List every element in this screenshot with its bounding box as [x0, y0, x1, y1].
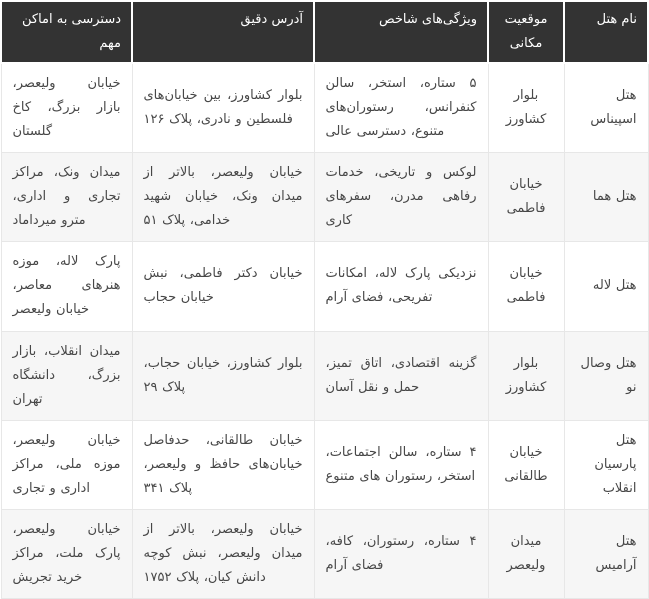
cell-access: پارک لاله، موزه هنرهای معاصر، خیابان ولیعصر — [1, 242, 132, 331]
cell-access: میدان ونک، مراکز تجاری و اداری، مترو میرداماد — [1, 153, 132, 242]
cell-address: خیابان ولیعصر، بالاتر از میدان ونک، خیابان شهید خدامی، پلاک ۵۱ — [132, 153, 314, 242]
cell-location: خیابان فاطمی — [488, 153, 564, 242]
cell-name: هتل وصال نو — [564, 331, 648, 420]
hotel-row-3 — [1, 242, 648, 331]
cell-features: نزدیکی پارک لاله، امکانات تفریحی، فضای آرام — [314, 242, 488, 331]
cell-access: خیابان ولیعصر، موزه ملی، مراکز اداری و تجاری — [1, 420, 132, 509]
cell-location: میدان ولیعصر — [488, 509, 564, 598]
header-row — [1, 1, 648, 63]
column-header-name: نام هتل — [564, 1, 648, 63]
column-header-access: دسترسی به اماکن مهم — [1, 1, 132, 63]
cell-access: میدان انقلاب، بازار بزرگ، دانشگاه تهران — [1, 331, 132, 420]
cell-name: هتل اسپیناس — [564, 63, 648, 153]
cell-features: ۵ ستاره، استخر، سالن کنفرانس، رستوران‌های متنوع، دسترسی عالی — [314, 63, 488, 153]
cell-features: گزینه اقتصادی، اتاق تمیز، حمل و نقل آسان — [314, 331, 488, 420]
cell-features: ۴ ستاره، سالن اجتماعات، استخر، رستوران های متنوع — [314, 420, 488, 509]
cell-features: لوکس و تاریخی، خدمات رفاهی مدرن، سفرهای کاری — [314, 153, 488, 242]
cell-name: هتل هما — [564, 153, 648, 242]
hotel-row-4 — [1, 331, 648, 420]
cell-location: بلوار کشاورز — [488, 63, 564, 153]
cell-address: خیابان طالقانی، حدفاصل خیابان‌های حافظ و ولیعصر، پلاک ۳۴۱ — [132, 420, 314, 509]
cell-features: ۴ ستاره، رستوران، کافه، فضای آرام — [314, 509, 488, 598]
cell-location: خیابان فاطمی — [488, 242, 564, 331]
cell-name: هتل لاله — [564, 242, 648, 331]
hotel-row-5 — [1, 420, 648, 509]
cell-address: بلوار کشاورز، بین خیابان‌های فلسطین و نادری، پلاک ۱۲۶ — [132, 63, 314, 153]
cell-access: خیابان ولیعصر، بازار بزرگ، کاخ گلستان — [1, 63, 132, 153]
cell-access: خیابان ولیعصر، پارک ملت، مراکز خرید تجریش — [1, 509, 132, 598]
cell-address: خیابان دکتر فاطمی، نبش خیابان حجاب — [132, 242, 314, 331]
table-body — [1, 63, 648, 598]
hotel-row-2 — [1, 153, 648, 242]
column-header-features: ویژگی‌های شاخص — [314, 1, 488, 63]
column-header-address: آدرس دقیق — [132, 1, 314, 63]
cell-name: هتل پارسیان انقلاب — [564, 420, 648, 509]
table-header — [1, 1, 648, 63]
cell-address: خیابان ولیعصر، بالاتر از میدان ولیعصر، نبش کوچه دانش کیان، پلاک ۱۷۵۲ — [132, 509, 314, 598]
hotel-row-6 — [1, 509, 648, 598]
cell-name: هتل آرامیس — [564, 509, 648, 598]
cell-address: بلوار کشاورز، خیابان حجاب، پلاک ۲۹ — [132, 331, 314, 420]
column-header-location: موقعیت مکانی — [488, 1, 564, 63]
cell-location: بلوار کشاورز — [488, 331, 564, 420]
cell-location: خیابان طالقانی — [488, 420, 564, 509]
hotel-row-1 — [1, 63, 648, 153]
